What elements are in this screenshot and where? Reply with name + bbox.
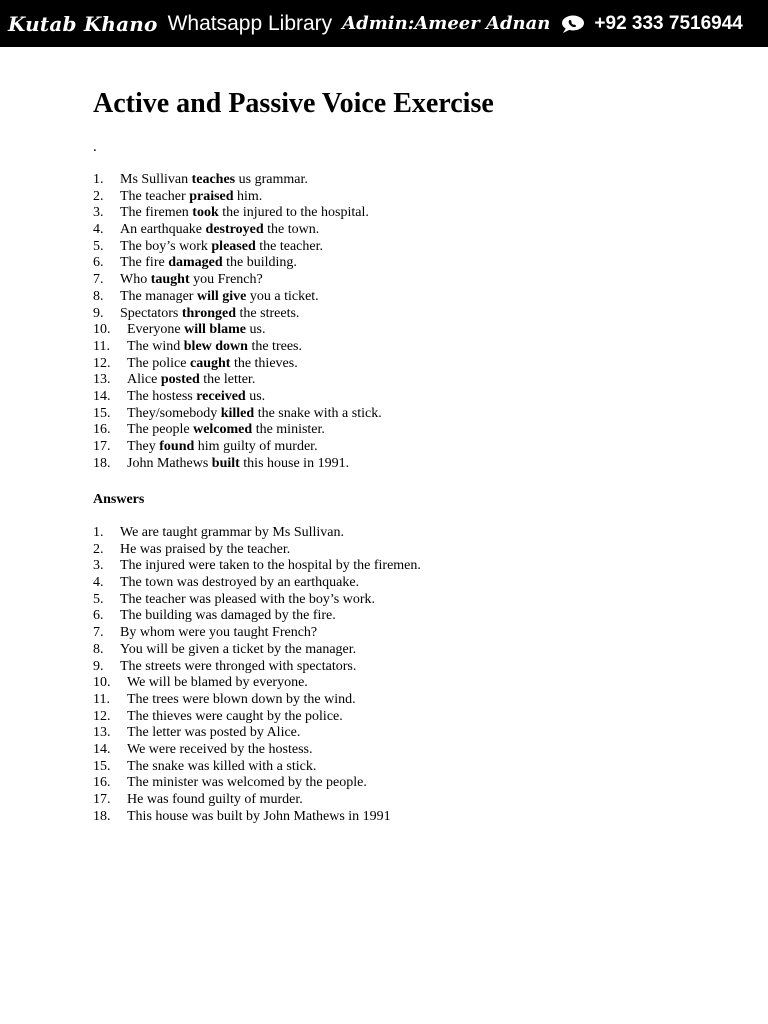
answer-number: 11.: [93, 691, 110, 707]
answer-item: [93, 742, 421, 759]
answer-item: [93, 592, 421, 609]
question-text: The fire: [120, 255, 169, 271]
question-text: Ms Sullivan: [120, 172, 192, 187]
answer-text: The letter was posted by Alice.: [127, 725, 301, 741]
answer-number: 5.: [93, 591, 104, 607]
answer-item: [93, 659, 421, 676]
answer-item: [93, 625, 421, 642]
answer-number: 12.: [93, 708, 111, 724]
question-text: this house in 1991.: [239, 455, 350, 471]
question-verb: will blame: [184, 322, 246, 338]
question-text: us grammar.: [235, 172, 308, 187]
question-text: Spectators: [120, 305, 182, 321]
question-text: John Mathews: [127, 455, 212, 471]
answer-text: The town was destroyed by an earthquake.: [120, 575, 360, 591]
question-item: [93, 239, 382, 256]
question-item: [93, 172, 382, 189]
answer-item: [93, 675, 421, 692]
question-verb: posted: [160, 372, 200, 388]
question-verb: found: [159, 439, 195, 454]
question-verb: taught: [150, 272, 190, 288]
answer-text: He was praised by the teacher.: [120, 541, 291, 557]
question-number: 16.: [93, 422, 111, 438]
question-item: [93, 422, 382, 439]
question-item: [93, 272, 382, 289]
question-verb: pleased: [211, 238, 256, 254]
library-name: Kutab Khano: [8, 11, 158, 36]
question-verb: blew down: [183, 338, 248, 354]
question-text: The manager: [120, 288, 197, 304]
question-verb: killed: [220, 405, 255, 421]
answer-number: 6.: [93, 608, 104, 624]
question-text: the letter.: [199, 372, 256, 388]
question-text: you French?: [189, 272, 263, 288]
answer-text: This house was built by John Mathews in 1991: [127, 808, 391, 824]
answers-heading: Answers: [93, 492, 145, 507]
question-text: him guilty of murder.: [194, 439, 318, 454]
answer-number: 18.: [93, 808, 111, 824]
question-item: [93, 189, 382, 206]
whatsapp-library-label: Whatsapp Library: [167, 11, 333, 35]
answer-text: You will be given a ticket by the manager.: [120, 641, 357, 657]
question-verb: will give: [196, 288, 247, 304]
answers-list: [93, 525, 421, 825]
question-item: [93, 372, 382, 389]
answer-number: 2.: [93, 541, 104, 557]
question-text: The boy’s work: [120, 238, 212, 254]
answer-text: The trees were blown down by the wind.: [127, 691, 356, 707]
question-number: 2.: [93, 188, 104, 204]
question-verb: built: [211, 455, 240, 471]
question-text: the minister.: [252, 422, 325, 438]
question-item: [93, 306, 382, 323]
answer-item: [93, 725, 421, 742]
question-item: [93, 289, 382, 306]
question-text: An earthquake: [120, 222, 206, 238]
question-text: The police: [127, 355, 190, 371]
question-text: Who: [120, 272, 151, 288]
question-text: the streets.: [236, 305, 300, 321]
answer-text: We are taught grammar by Ms Sullivan.: [120, 525, 344, 540]
question-text: Alice: [127, 372, 161, 388]
answer-number: 10.: [93, 675, 111, 691]
question-text: The teacher: [120, 188, 190, 204]
answer-text: We will be blamed by everyone.: [127, 675, 308, 691]
answer-text: The injured were taken to the hospital by the firemen.: [120, 558, 421, 574]
question-text: the town.: [263, 222, 320, 238]
answer-number: 1.: [93, 525, 104, 540]
question-item: [93, 222, 382, 239]
question-number: 10.: [93, 322, 111, 338]
answer-item: [93, 642, 421, 659]
answer-item: [93, 792, 421, 809]
answer-item: [93, 575, 421, 592]
question-text: The hostess: [127, 388, 197, 404]
question-verb: thronged: [181, 305, 237, 321]
answer-text: The snake was killed with a stick.: [127, 758, 317, 774]
question-text: the trees.: [247, 338, 302, 354]
answer-text: The teacher was pleased with the boy’s work.: [120, 591, 376, 607]
separator-dot: .: [93, 139, 97, 155]
answer-item: [93, 809, 421, 826]
question-verb: received: [196, 388, 246, 404]
answer-item: [93, 775, 421, 792]
question-number: 12.: [93, 355, 111, 371]
question-number: 6.: [93, 255, 104, 271]
answer-text: We were received by the hostess.: [127, 741, 313, 757]
question-verb: welcomed: [193, 422, 253, 438]
answer-item: [93, 525, 421, 542]
question-item: [93, 339, 382, 356]
question-number: 4.: [93, 222, 104, 238]
question-text: The firemen: [120, 205, 193, 221]
answer-item: [93, 608, 421, 625]
question-verb: teaches: [191, 172, 236, 187]
question-number: 13.: [93, 372, 111, 388]
question-text: They: [127, 439, 160, 454]
answer-number: 13.: [93, 725, 111, 741]
question-text: The people: [127, 422, 194, 438]
question-text: the teacher.: [255, 238, 323, 254]
question-item: [93, 205, 382, 222]
answer-number: 14.: [93, 741, 111, 757]
question-verb: took: [192, 205, 219, 221]
answer-number: 8.: [93, 641, 104, 657]
question-text: Everyone: [127, 322, 185, 338]
question-item: [93, 255, 382, 272]
question-number: 3.: [93, 205, 104, 221]
question-text: They/somebody: [127, 405, 221, 421]
question-text: the building.: [222, 255, 297, 271]
answer-text: The building was damaged by the fire.: [120, 608, 336, 624]
whatsapp-icon: [560, 14, 586, 34]
answer-text: The minister was welcomed by the people.: [127, 775, 367, 791]
admin-name: Admin:Ameer Adnan: [342, 13, 551, 34]
answer-item: [93, 542, 421, 559]
questions-list: [93, 172, 382, 472]
question-number: 14.: [93, 388, 111, 404]
answer-number: 3.: [93, 558, 104, 574]
answer-number: 16.: [93, 775, 111, 791]
question-verb: caught: [189, 355, 231, 371]
question-number: 18.: [93, 455, 111, 471]
page-title: Active and Passive Voice Exercise: [93, 88, 494, 119]
answer-text: He was found guilty of murder.: [127, 792, 303, 807]
question-item: [93, 356, 382, 373]
question-number: 17.: [93, 439, 111, 454]
question-number: 1.: [93, 172, 104, 187]
question-number: 8.: [93, 288, 104, 304]
answer-item: [93, 558, 421, 575]
question-item: [93, 406, 382, 423]
question-text: The wind: [127, 338, 184, 354]
question-verb: praised: [189, 188, 234, 204]
question-verb: destroyed: [205, 222, 264, 238]
answer-number: 7.: [93, 625, 104, 641]
question-text: him.: [233, 188, 263, 204]
question-verb: damaged: [168, 255, 223, 271]
question-text: you a ticket.: [246, 288, 319, 304]
question-number: 9.: [93, 305, 104, 321]
question-text: the injured to the hospital.: [218, 205, 369, 221]
question-number: 15.: [93, 405, 111, 421]
answer-item: [93, 759, 421, 776]
question-item: [93, 389, 382, 406]
question-text: us.: [246, 322, 266, 338]
question-item: [93, 456, 382, 473]
answer-text: The thieves were caught by the police.: [127, 708, 343, 724]
answer-item: [93, 709, 421, 726]
question-number: 5.: [93, 238, 104, 254]
phone-number: +92 333 7516944: [594, 12, 743, 34]
answer-item: [93, 692, 421, 709]
question-text: the snake with a stick.: [254, 405, 382, 421]
question-number: 7.: [93, 272, 104, 288]
question-item: [93, 322, 382, 339]
answer-number: 4.: [93, 575, 104, 591]
answer-text: By whom were you taught French?: [120, 625, 318, 641]
question-item: [93, 439, 382, 456]
header-banner: [0, 0, 768, 47]
question-number: 11.: [93, 338, 110, 354]
answer-text: The streets were thronged with spectators.: [120, 658, 357, 674]
question-text: the thieves.: [230, 355, 298, 371]
answer-number: 15.: [93, 758, 111, 774]
question-text: us.: [245, 388, 266, 404]
answer-number: 17.: [93, 792, 111, 807]
answer-number: 9.: [93, 658, 104, 674]
